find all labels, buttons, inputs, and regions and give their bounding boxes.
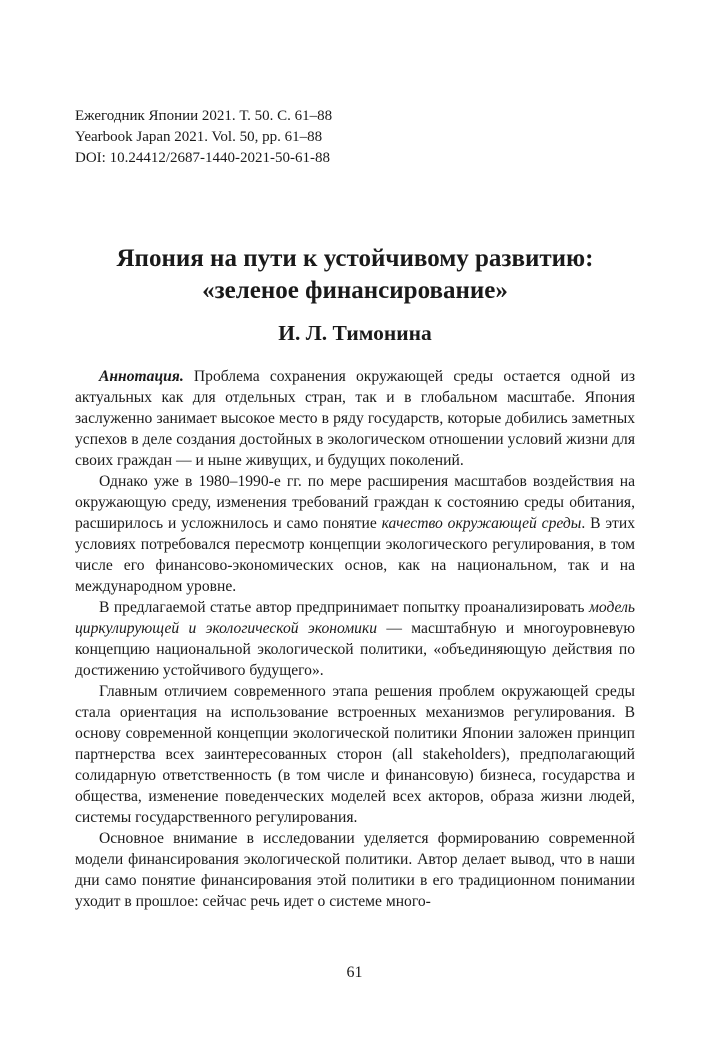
article-author: И. Л. Тимонина [278, 321, 432, 345]
abstract-paragraph-3-part-a: В предлагаемой статье автор предпринимает попытку проанализировать [99, 599, 589, 616]
abstract-paragraph-1 [75, 366, 635, 471]
journal-citation-en: Yearbook Japan 2021. Vol. 50, pp. 61–88 [75, 129, 323, 145]
abstract-paragraph-2 [75, 471, 635, 597]
doi: DOI: 10.24412/2687-1440-2021-50-61-88 [75, 150, 330, 166]
abstract-label: Аннотация. [99, 368, 184, 385]
article-title-line-1: Япония на пути к устойчивому развитию: [116, 245, 594, 272]
abstract-paragraph-2-part-a: Однако уже в 1980–1990-е гг. по мере расширения масштабов воздействия на окружающую среду, изменения требований граждан к состоянию среды обитания, расширилось и усложнилось и само понятие [75, 473, 635, 532]
abstract-paragraph-2-emphasis: качество окружающей среды [381, 515, 582, 532]
abstract-paragraph-4: Главным отличием современного этапа решения проблем окружающей среды стала ориентация на использование встроенных механизмов регулирования. В основу современной концепции экологической политики Японии заложен принцип партнерства всех заинтересованных сторон (all stakeholders), предполагающий солидарную ответственность (в том числе и финансовую) бизнеса, государства и общества, изменение поведенческих моделей всех акторов, образа жизни людей, системы государственного регулирования. [75, 683, 635, 826]
page-number: 61 [346, 964, 363, 981]
abstract-paragraph-3 [75, 597, 635, 681]
citation-header [75, 106, 332, 169]
abstract-paragraph-3-emphasis: модель циркулирующей и экологической экономики [75, 599, 635, 637]
article-title-line-2: «зеленое финансирование» [202, 277, 508, 304]
abstract-paragraph-3-part-b: — масштабную и многоуровневую концепцию национальной экологической политики, «объединяющую действия по достижению устойчивого будущего». [75, 620, 635, 679]
abstract-paragraph-5: Основное внимание в исследовании уделяется формированию современной модели финансирования экологической политики. Автор делает вывод, что в наши дни само понятие финансирования этой политики в его традиционном понимании уходит в прошлое: сейчас речь идет о системе много- [75, 830, 635, 910]
article-title [60, 243, 650, 307]
abstract-paragraph-1-text: Проблема сохранения окружающей среды остается одной из актуальных как для отдельных стран, так и в глобальном масштабе. Япония заслуженно занимает высокое место в ряду государств, которые добились заметных успехов в деле создания достойных в экологическом отношении условий жизни для своих граждан — и ныне живущих, и будущих поколений. [75, 368, 635, 469]
abstract [75, 366, 635, 912]
journal-citation-ru: Ежегодник Японии 2021. Т. 50. С. 61–88 [75, 108, 333, 124]
abstract-paragraph-2-part-b: . В этих условиях потребовался пересмотр концепции экологического регулирования, в том числе его финансово-экономических основ, как на национальном, так и на международном уровне. [75, 515, 635, 595]
